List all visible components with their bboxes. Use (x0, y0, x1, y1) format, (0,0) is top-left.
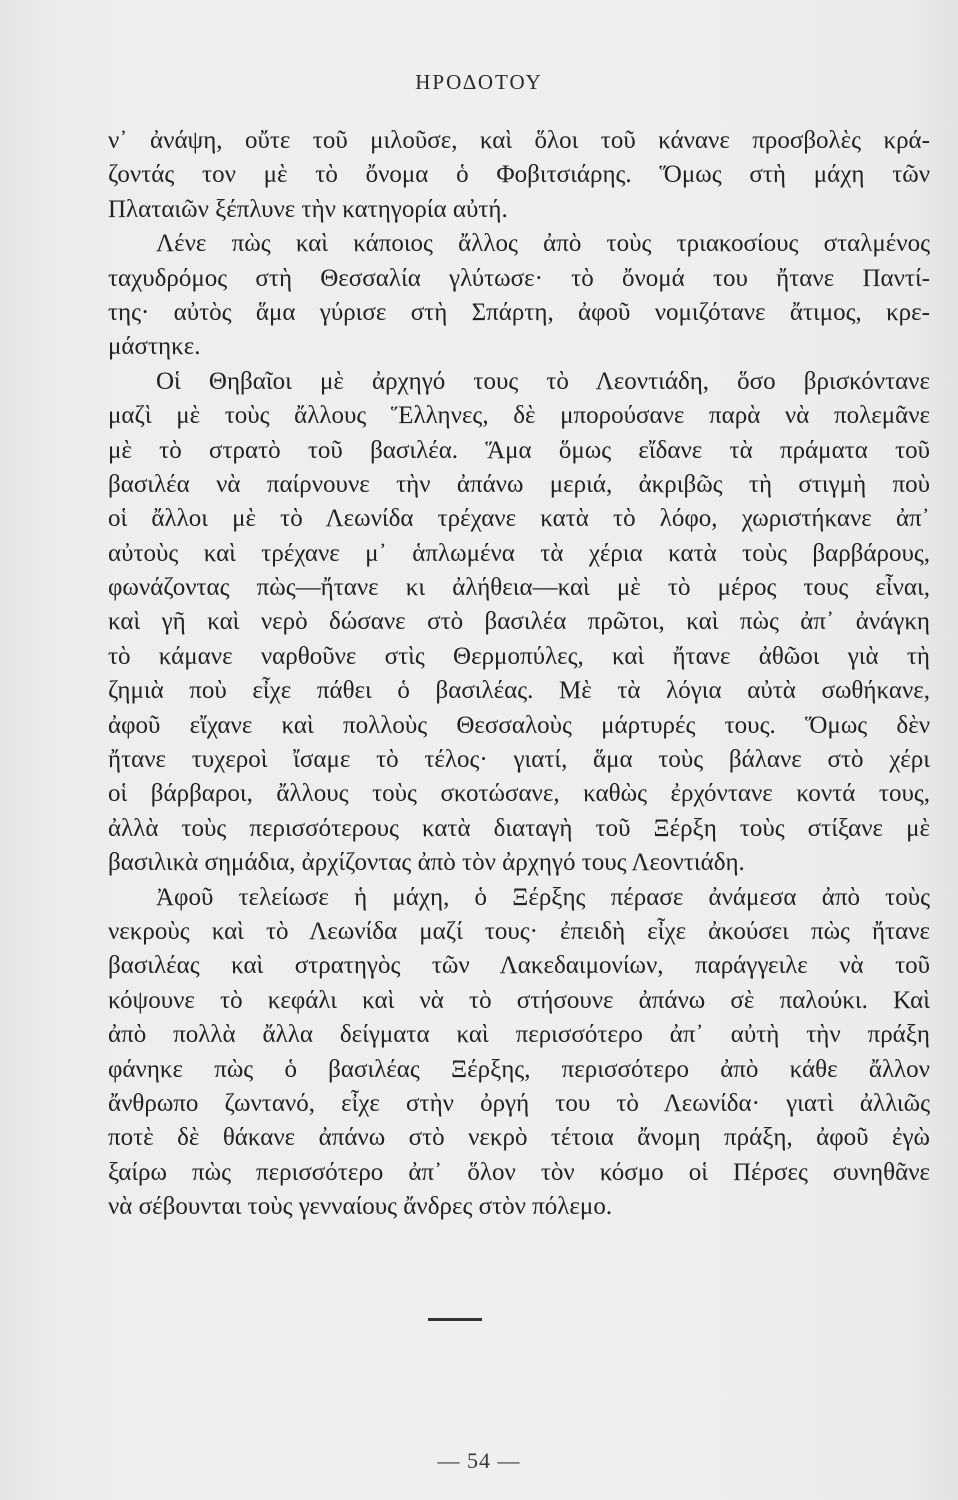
text-line: νεκροὺς καὶ τὸ Λεωνίδα μαζί τους· ἐπειδὴ εἶχε ἀκούσει πὼς ἤτανε (108, 917, 930, 945)
text-line: καὶ γῆ καὶ νερὸ δώσανε στὸ βασιλέα πρῶτοι, καὶ πὼς ἀπ᾽ ἀνάγκη (108, 608, 930, 636)
paragraph-first-line: Οἱ Θηβαῖοι μὲ ἀρχηγό τους τὸ Λεοντιάδη, ὅσο βρισκόντανε (156, 367, 930, 395)
paragraph-first-line: Ἀφοῦ τελείωσε ἡ μάχη, ὁ Ξέρξης πέρασε ἀνάμεσα ἀπὸ τοὺς (156, 883, 930, 911)
text-line: ἀλλὰ τοὺς περισσότερους κατὰ διαταγὴ τοῦ Ξέρξη τοὺς στίξανε μὲ (108, 814, 930, 842)
text-line: ταχυδρόμος στὴ Θεσσαλία γλύτωσε· τὸ ὄνομά του ἤτανε Παντί- (108, 264, 930, 292)
text-line: οἱ βάρβαροι, ἄλλους τοὺς σκοτώσανε, καθὼς ἐρχόντανε κοντά τους, (108, 780, 930, 808)
text-line: οἱ ἄλλοι μὲ τὸ Λεωνίδα τρέχανε κατὰ τὸ λόφο, χωριστήκανε ἀπ᾽ (108, 505, 930, 533)
section-end-rule (428, 1318, 482, 1321)
text-line: μαζὶ μὲ τοὺς ἄλλους Ἕλληνες, δὲ μπορούσανε παρὰ νὰ πολεμᾶνε (108, 402, 930, 430)
text-line: ζοντάς τον μὲ τὸ ὄνομα ὁ Φοβιτσιάρης. Ὅμως στὴ μάχη τῶν (108, 161, 930, 189)
body-text (108, 124, 930, 1225)
text-line: βασιλικὰ σημάδια, ἀρχίζοντας ἀπὸ τὸν ἀρχηγό τους Λεοντιάδη. (108, 849, 745, 877)
text-line: ἄνθρωπο ζωντανό, εἶχε στὴν ὀργή του τὸ Λεωνίδα· γιατὶ ἀλλιῶς (108, 1089, 930, 1117)
text-line: μάστηκε. (108, 333, 201, 361)
text-line: ξαίρω πὼς περισσότερο ἀπ᾽ ὅλον τὸν κόσμο οἱ Πέρσες συνηθᾶνε (108, 1158, 930, 1186)
text-line: ν᾽ ἀνάψη, οὔτε τοῦ μιλοῦσε, καὶ ὅλοι τοῦ κάνανε προσβολὲς κρά- (108, 127, 930, 154)
text-line: βασιλέας καὶ στρατηγὸς τῶν Λακεδαιμονίων, παράγγειλε νὰ τοῦ (108, 952, 930, 980)
text-line: ἤτανε τυχεροὶ ἴσαμε τὸ τέλος· γιατί, ἅμα τοὺς βάλανε στὸ χέρι (108, 746, 930, 774)
text-line: νὰ σέβουνται τοὺς γενναίους ἄνδρες στὸν πόλεμο. (108, 1193, 613, 1221)
page-number: — 54 — (437, 1448, 521, 1473)
text-line: ποτὲ δὲ θάκανε ἀπάνω στὸ νεκρὸ τέτοια ἄνομη πράξη, ἀφοῦ ἐγὼ (108, 1124, 930, 1152)
text-line: ἀφοῦ εἴχανε καὶ πολλοὺς Θεσσαλοὺς μάρτυρές τους. Ὅμως δὲν (108, 711, 930, 739)
text-line: τὸ κάμανε ναρθοῦνε στὶς Θερμοπύλες, καὶ ἤτανε ἀθῶοι γιὰ τὴ (108, 642, 930, 670)
text-line: ἀπὸ πολλὰ ἄλλα δείγματα καὶ περισσότερο ἀπ᾽ αὐτὴ τὴν πράξη (108, 1021, 930, 1049)
text-line: μὲ τὸ στρατὸ τοῦ βασιλέα. Ἅμα ὅμως εἴδανε τὰ πράματα τοῦ (108, 436, 930, 464)
text-line: ζημιὰ ποὺ εἶχε πάθει ὁ βασιλέας. Μὲ τὰ λόγια αὐτὰ σωθήκανε, (108, 677, 930, 705)
text-line: αὐτοὺς καὶ τρέχανε μ᾽ ἁπλωμένα τὰ χέρια κατὰ τοὺς βαρβάρους, (108, 539, 930, 567)
running-head: ΗΡΟΔΟΤΟΥ (415, 70, 543, 94)
text-line: φωνάζοντας πὼς—ἤτανε κι ἀλήθεια—καὶ μὲ τὸ μέρος τους εἶναι, (108, 574, 930, 602)
text-line: κόψουνε τὸ κεφάλι καὶ νὰ τὸ στήσουνε ἀπάνω σὲ παλούκι. Καὶ (108, 986, 930, 1014)
paragraph-first-line: Λένε πὼς καὶ κάποιος ἄλλος ἀπὸ τοὺς τριακοσίους σταλμένος (156, 230, 930, 258)
text-line: φάνηκε πὼς ὁ βασιλέας Ξέρξης, περισσότερο ἀπὸ κάθε ἄλλον (108, 1055, 930, 1083)
text-line: βασιλέα νὰ παίρνουνε τὴν ἀπάνω μεριά, ἀκριβῶς τὴ στιγμὴ ποὺ (108, 470, 930, 498)
text-line: Πλαταιῶν ξέπλυνε τὴν κατηγορία αὐτή. (108, 195, 508, 223)
text-line: της· αὐτὸς ἅμα γύρισε στὴ Σπάρτη, ἀφοῦ νομιζότανε ἄτιμος, κρε- (108, 298, 930, 326)
